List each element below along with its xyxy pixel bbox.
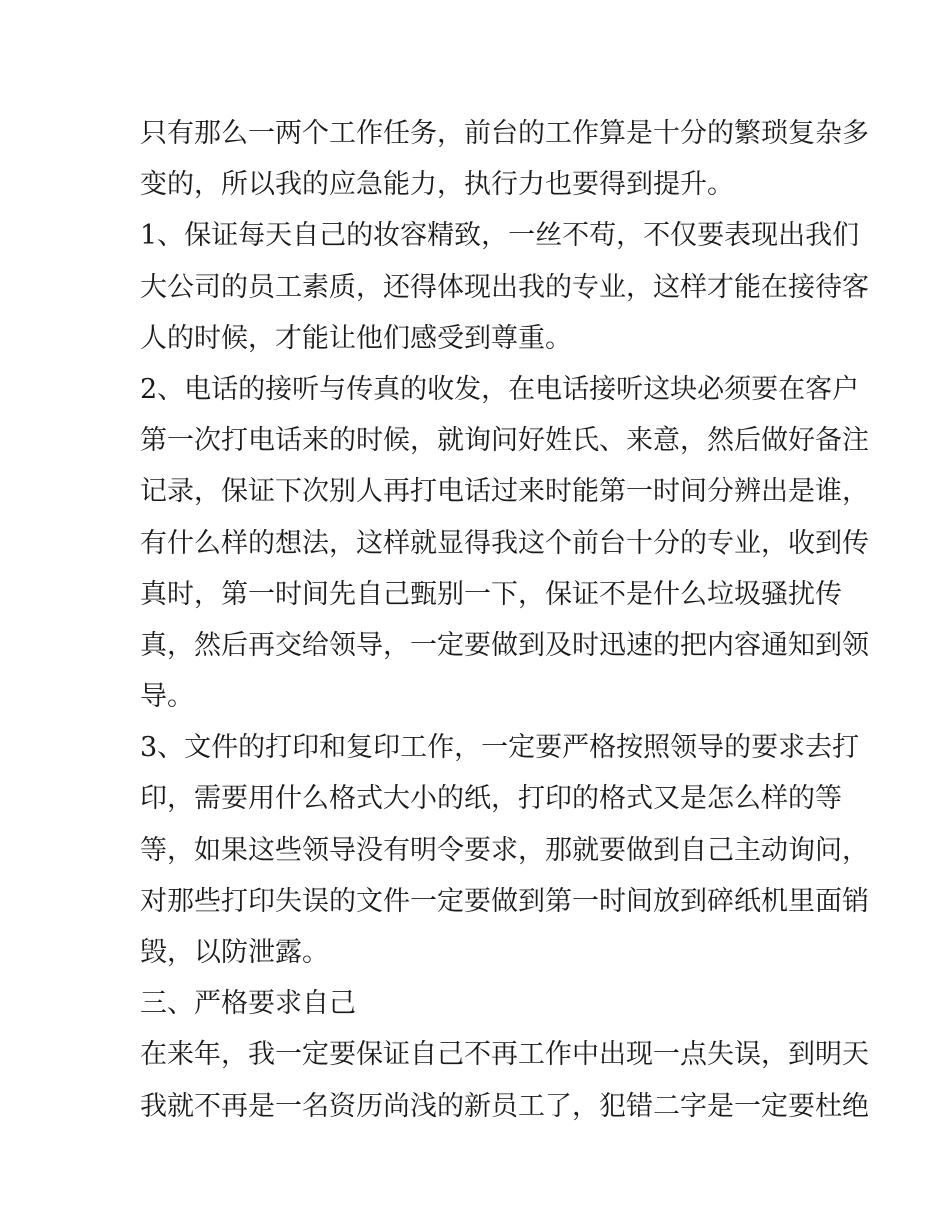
document-body (140, 108, 869, 1132)
text-line: 对那些打印失误的文件一定要做到第一时间放到碎纸机里面销 (140, 885, 869, 917)
text-line: 3、文件的打印和复印工作，一定要严格按照领导的要求去打 (140, 732, 860, 764)
text-line: 第一次打电话来的时候，就询问好姓氏、来意，然后做好备注 (140, 425, 869, 457)
text-line: 大公司的员工素质，还得体现出我的专业，这样才能在接待客 (140, 271, 869, 303)
text-line: 人的时候，才能让他们感受到尊重。 (140, 322, 572, 354)
text-line: 印，需要用什么格式大小的纸，打印的格式又是怎么样的等 (140, 783, 842, 815)
text-line: 1、保证每天自己的妆容精致，一丝不苟，不仅要表现出我们 (140, 220, 860, 252)
text-line: 真，然后再交给领导，一定要做到及时迅速的把内容通知到领 (140, 629, 869, 661)
text-line: 有什么样的想法，这样就显得我这个前台十分的专业，收到传 (140, 527, 869, 559)
text-line: 只有那么一两个工作任务，前台的工作算是十分的繁琐复杂多 (140, 118, 869, 149)
text-line: 毁，以防泄露。 (140, 937, 329, 968)
text-line: 导。 (140, 681, 194, 713)
text-line: 2、电话的接听与传真的收发，在电话接听这块必须要在客户 (140, 373, 860, 405)
text-line: 我就不再是一名资历尚浅的新员工了，犯错二字是一定要杜绝 (140, 1090, 869, 1122)
text-line: 记录，保证下次别人再打电话过来时能第一时间分辨出是谁， (140, 476, 869, 508)
text-line: 等，如果这些领导没有明令要求，那就要做到自己主动询问， (140, 834, 869, 866)
text-line: 在来年，我一定要保证自己不再工作中出现一点失误，到明天 (140, 1039, 869, 1071)
text-line: 变的，所以我的应急能力，执行力也要得到提升。 (140, 169, 734, 201)
text-line: 真时，第一时间先自己甄别一下，保证不是什么垃圾骚扰传 (140, 578, 842, 610)
section-heading: 三、严格要求自己 (140, 988, 356, 1020)
